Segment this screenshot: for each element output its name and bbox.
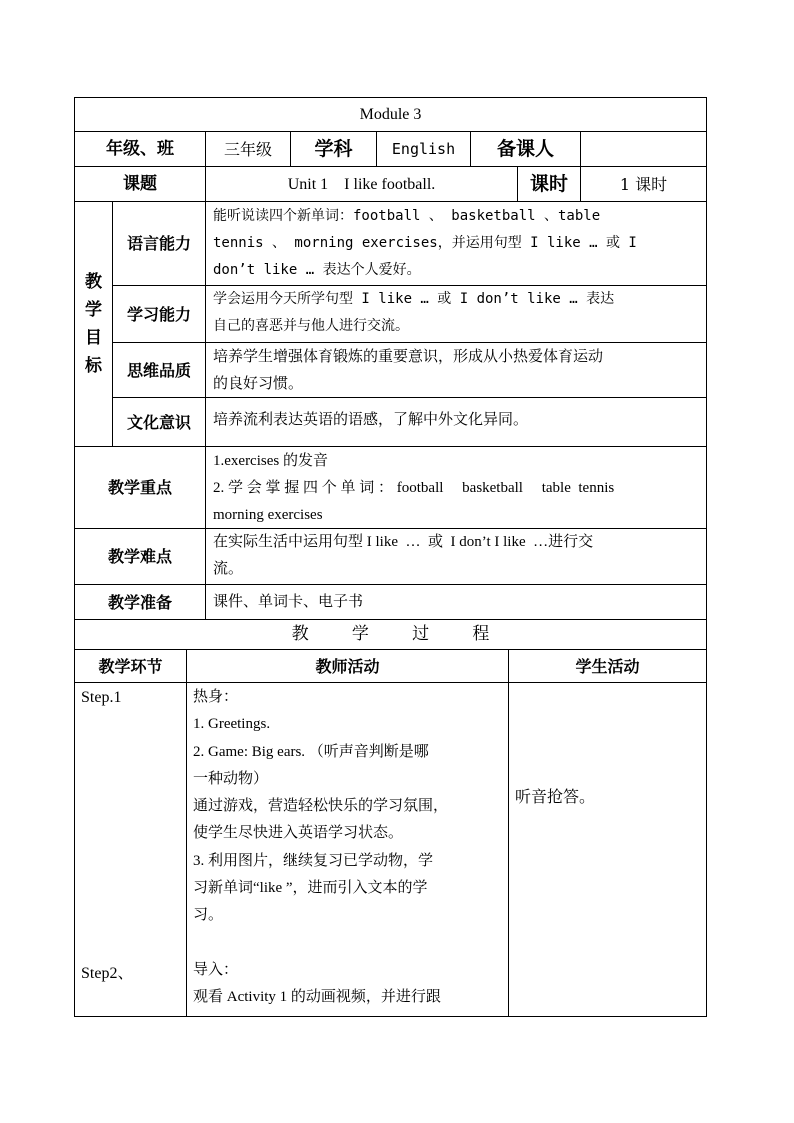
table-border-bottom [74, 1016, 707, 1017]
cultural-awareness-label: 文化意识 [126, 412, 191, 432]
text-line: 一种动物） [193, 770, 269, 787]
difficulties-label: 教学难点 [107, 547, 172, 566]
text-line: 习新单词“like ”，进而引入文本的学 [193, 880, 428, 897]
text-line: 能听说读四个新单词：football 、 basketball 、table [213, 208, 601, 224]
thinking-quality-text [206, 343, 706, 397]
text-line: 导入： [193, 961, 239, 978]
step-1-label: Step.1 [81, 689, 122, 706]
cultural-awareness-text [206, 398, 706, 446]
process-header-student: 学生活动 [575, 656, 640, 676]
col-divider [508, 649, 509, 1017]
text-line: tennis 、 morning exercises，并运用句型 I like … 或 I [213, 235, 637, 251]
text-line: 学会运用今天所学句型 I like … 或 I don’t like … 表达 [213, 291, 615, 307]
text-line: don’t like … 表达个人爱好。 [213, 262, 421, 278]
process-header-teacher: 教师活动 [315, 656, 380, 676]
text-line: 习。 [193, 907, 224, 924]
text-line: 2. 学 会 掌 握 四 个 单 词 ： football basketball table tennis [213, 480, 615, 496]
text-line: 通过游戏，营造轻松快乐的学习氛围， [193, 798, 449, 815]
thinking-quality-label: 思维品质 [126, 360, 191, 380]
text-line: 流。 [213, 561, 244, 577]
text-line: 3. 利用图片，继续复习已学动物，学 [193, 852, 434, 869]
process-title: 教 学 过 程 [291, 624, 490, 644]
text-line: 的良好习惯。 [213, 374, 304, 392]
language-ability-label: 语言能力 [126, 234, 191, 253]
text-line: 1.exercises 的发音 [213, 453, 328, 469]
student-activity: 听音抢答。 [515, 787, 596, 806]
process-header-step: 教学环节 [98, 656, 163, 676]
objectives-label-char: 目 [85, 328, 102, 348]
text-line: 观看 Activity 1 的动画视频，并进行跟 [193, 988, 441, 1005]
language-ability-text [206, 202, 706, 285]
topic-label: 课题 [123, 173, 157, 194]
preparation-label: 教学准备 [107, 592, 172, 612]
preparer-label: 备课人 [496, 137, 554, 160]
preparer-value [581, 132, 706, 166]
text-line: 1. Greetings. [193, 716, 271, 733]
text-line: 使学生尽快进入英语学习状态。 [193, 825, 404, 842]
teacher-activity [187, 683, 508, 1016]
text-line: 在实际生活中运用句型 I like … 或 I don’t I like …进行交 [213, 534, 594, 550]
table-border-right [706, 97, 707, 1017]
key-points-text [206, 447, 706, 528]
learning-ability-text [206, 286, 706, 342]
module-title: Module 3 [359, 106, 422, 123]
grade-label: 年级、班 [106, 138, 174, 159]
text-line: 热身： [193, 689, 239, 705]
subject-label: 学科 [314, 137, 353, 160]
text-line [193, 930, 502, 957]
grade-value: 三年级 [223, 139, 272, 159]
preparation-value: 课件、单词卡、电子书 [213, 592, 364, 610]
objectives-label [75, 202, 112, 446]
objectives-label-char: 学 [85, 300, 102, 320]
text-line: 自己的喜恶并与他人进行交流。 [213, 318, 409, 334]
learning-ability-label: 学习能力 [126, 304, 191, 324]
key-points-label: 教学重点 [107, 478, 172, 497]
text-line: 培养流利表达英语的语感，了解中外文化异同。 [213, 410, 529, 428]
text-line: morning exercises [213, 507, 323, 523]
period-label: 课时 [529, 172, 568, 195]
objectives-label-char: 教 [85, 272, 102, 292]
text-line: 2. Game: Big ears. （听声音判断是哪 [193, 743, 429, 760]
topic-value: Unit 1 I like football. [287, 175, 436, 193]
step-2-label: Step2、 [81, 965, 134, 982]
difficulties-text [206, 529, 706, 584]
text-line: 培养学生增强体育锻炼的重要意识，形成从小热爱体育运动 [213, 347, 604, 365]
period-value: 1 课时 [619, 174, 668, 194]
subject-value: English [391, 139, 456, 158]
objectives-label-char: 标 [85, 356, 102, 376]
